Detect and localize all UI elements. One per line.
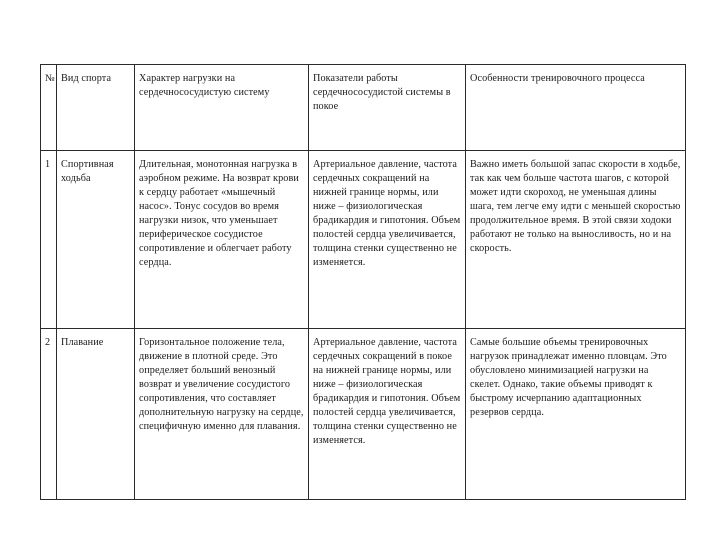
table-header-row [41, 65, 686, 151]
table-row [41, 151, 686, 329]
row-indicators: Артериальное давление, частота сердечных сокращений в покое на нижней границе нормы, или ниже – физиологическая брадикардия и гипотония. Объем полостей сердца увеличивается, толщина стенки существенно не изменяется. [313, 337, 461, 446]
row-indicators: Артериальное давление, частота сердечных сокращений на нижней границе нормы, или ниже – физиологическая брадикардия и гипотония. Объем полостей сердца увеличивается, толщина стенки существенно не изменяется. [313, 159, 461, 268]
row-features-cell [466, 151, 686, 329]
header-features: Особенности тренировочного процесса [470, 73, 645, 84]
row-sport: Плавание [61, 337, 104, 348]
row-load-cell [135, 151, 309, 329]
row-features-cell [466, 329, 686, 500]
row-indicators-cell [309, 151, 466, 329]
header-indicators: Показатели работы сердечнососудистой системы в покое [313, 73, 451, 112]
row-load: Длительная, монотонная нагрузка в аэробном режиме. На возврат крови к сердцу работает «мышечный насос». Тонус сосудов во время нагрузки низок, что уменьшает периферическое сосудистое сопротивление и облегчает работу сердца. [139, 159, 299, 268]
row-sport-cell [57, 151, 135, 329]
row-number-cell [41, 151, 57, 329]
header-load-cell [135, 65, 309, 151]
header-load: Характер нагрузки на сердечнососудистую систему [139, 73, 270, 98]
header-number-cell [41, 65, 57, 151]
row-sport: Спортивная ходьба [61, 159, 114, 184]
row-features: Важно иметь большой запас скорости в ходьбе, так как чем больше частота шагов, с которой может идти скороход, не уменьшая длины шага, тем легче ему идти с меньшей скоростью продолжительное время. В этой связи ходоки работают не только на выносливость, но и на скорость. [470, 159, 681, 254]
row-sport-cell [57, 329, 135, 500]
header-indicators-cell [309, 65, 466, 151]
header-sport: Вид спорта [61, 73, 112, 84]
table-row [41, 329, 686, 500]
header-features-cell [466, 65, 686, 151]
row-indicators-cell [309, 329, 466, 500]
row-number-cell [41, 329, 57, 500]
document-page [40, 64, 685, 500]
row-features: Самые большие объемы тренировочных нагрузок принадлежат именно пловцам. Это обусловлено минимизацией нагрузки на скелет. Однако, такие объемы приводят к быстрому исчерпанию адаптационных резервов сердца. [470, 337, 667, 418]
header-sport-cell [57, 65, 135, 151]
header-number: № [45, 73, 55, 84]
row-number: 1 [45, 159, 51, 170]
row-load: Горизонтальное положение тела, движение в плотной среде. Это определяет больший венозный возврат и увеличение сосудистого сопротивления, что составляет дополнительную нагрузку на сердце, специфичную именно для плавания. [139, 337, 304, 432]
row-number: 2 [45, 337, 51, 348]
sports-cardio-table [40, 64, 686, 500]
row-load-cell [135, 329, 309, 500]
